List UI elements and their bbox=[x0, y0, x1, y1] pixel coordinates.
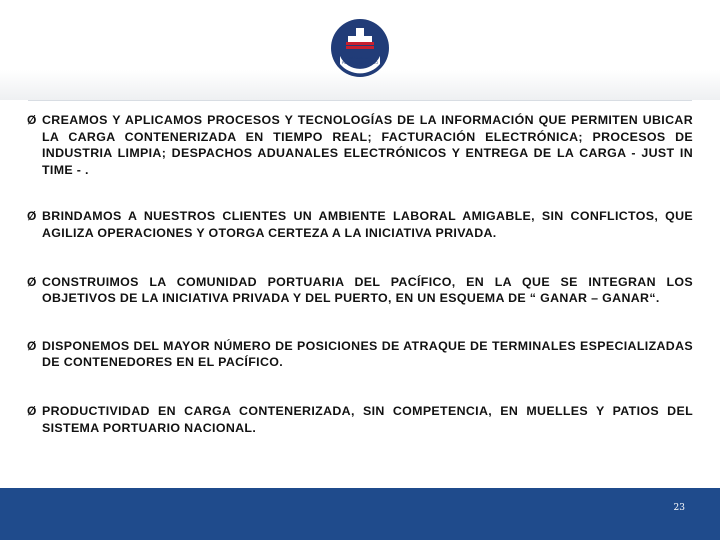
logo-red-stripe-2 bbox=[346, 46, 374, 49]
arrow-bullet-icon: Ø bbox=[27, 338, 37, 353]
bullet-item bbox=[27, 403, 693, 436]
page-number: 23 bbox=[673, 503, 685, 513]
arrow-bullet-icon: Ø bbox=[27, 113, 37, 127]
bullet-text: CONSTRUIMOS LA COMUNIDAD PORTUARIA DEL PACÍFICO, EN LA QUE SE INTEGRAN LOS OBJETIVOS DE LA INICIATIVA PRIVADA Y DEL PUERTO, EN UN ESQUEMA DE “ GANAR – GANAR“. bbox=[42, 274, 693, 306]
header-divider bbox=[28, 100, 692, 101]
bullet-list bbox=[27, 112, 693, 436]
bullet-item bbox=[27, 112, 693, 178]
logo-text-bottom: PUERTOS DE MÉXICO bbox=[341, 61, 379, 65]
bullet-item bbox=[27, 338, 693, 371]
bullet-text: DISPONEMOS DEL MAYOR NÚMERO DE POSICIONES DE ATRAQUE DE TERMINALES ESPECIALIZADAS DE CONTENEDORES EN EL PACÍFICO. bbox=[42, 338, 693, 370]
arrow-bullet-icon: Ø bbox=[27, 209, 37, 224]
logo-red-stripe bbox=[346, 42, 374, 45]
footer-band bbox=[0, 488, 720, 540]
logo-bridge bbox=[348, 36, 372, 42]
puertos-de-mexico-logo bbox=[330, 18, 390, 78]
bullet-item bbox=[27, 208, 693, 241]
bullet-text: CREAMOS Y APLICAMOS PROCESOS Y TECNOLOGÍAS DE LA INFORMACIÓN QUE PERMITEN UBICAR LA CARGA CONTENERIZADA EN TIEMPO REAL; FACTURACIÓN ELECTRÓNICA; PROCESOS DE INDUSTRIA LIMPIA; DESPACHOS ADUANALES ELECTRÓNICOS Y ENTREGA DE LA CARGA - JUST IN TIME - . bbox=[42, 113, 693, 177]
arrow-bullet-icon: Ø bbox=[27, 274, 37, 289]
arrow-bullet-icon: Ø bbox=[27, 403, 37, 418]
bullet-item bbox=[27, 274, 693, 307]
bullet-text: BRINDAMOS A NUESTROS CLIENTES UN AMBIENTE LABORAL AMIGABLE, SIN CONFLICTOS, QUE AGILIZA OPERACIONES Y OTORGA CERTEZA A LA INICIATIVA PRIVADA. bbox=[42, 209, 693, 240]
logo-text-top: MANZANILLO bbox=[348, 56, 372, 60]
logo-tower bbox=[356, 28, 364, 36]
bullet-text: PRODUCTIVIDAD EN CARGA CONTENERIZADA, SIN COMPETENCIA, EN MUELLES Y PATIOS DEL SISTEMA PORTUARIO NACIONAL. bbox=[42, 403, 693, 435]
